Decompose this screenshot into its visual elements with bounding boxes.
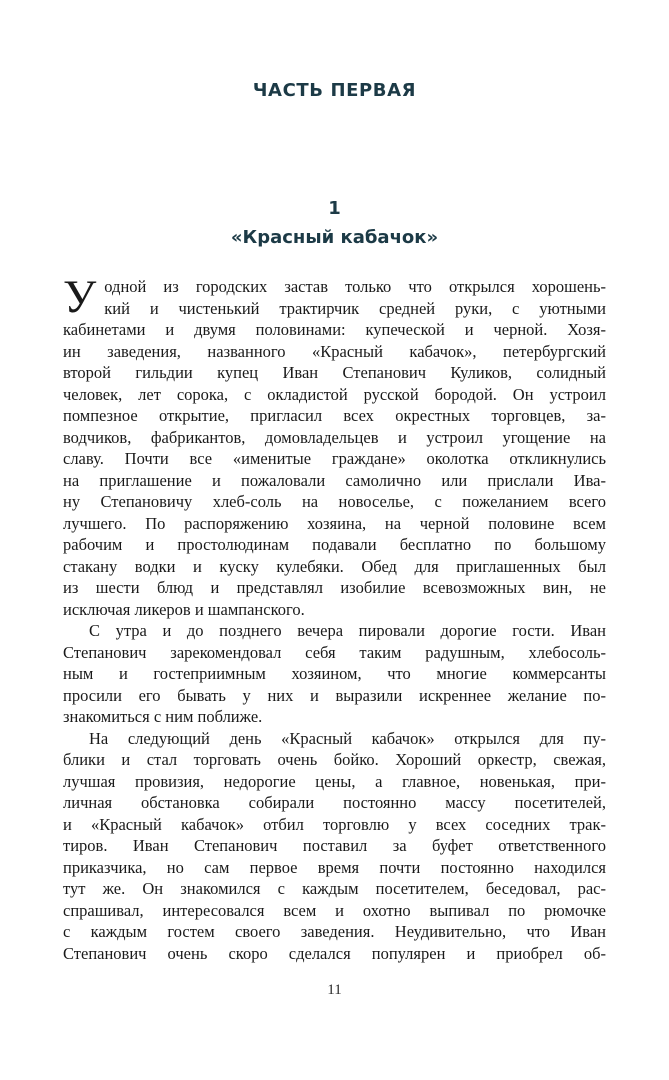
body-text	[63, 271, 606, 964]
text-line: помпезное открытие, пригласил всех окрестных торговцев, за-	[63, 406, 606, 425]
paragraph	[63, 271, 606, 620]
text-line: спрашивал, интересовался всем и охотно выпивал по рюмочке	[63, 900, 606, 920]
text-line: ин заведения, названного «Красный кабачок», петербургский	[63, 341, 606, 361]
text-line: тиров. Иван Степанович поставил за буфет ответственного	[63, 836, 606, 855]
text-line: лучшего. По распоряжению хозяина, на черной половине всем	[63, 513, 606, 533]
text-line: рабочим и простолюдинам подавали бесплатно по большому	[63, 535, 606, 554]
paragraph	[63, 620, 606, 728]
text-line: Степанович очень скоро сделался популярен и приобрел об-	[63, 943, 606, 963]
text-line: С утра и до позднего вечера пировали дорогие гости. Иван	[89, 621, 606, 640]
text-line: из шести блюд и представлял изобилие всевозможных вин, не	[63, 578, 606, 597]
text-line: блики и стал торговать очень бойко. Хороший оркестр, свежая,	[63, 750, 606, 769]
text-line: и «Красный кабачок» отбил торговлю у всех соседних трак-	[63, 814, 606, 834]
text-line: с каждым гостем своего заведения. Неудивительно, что Иван	[63, 922, 606, 941]
text-line: кабинетами и двумя половинами: купеческой и черной. Хозя-	[63, 320, 606, 339]
text-line: кий и чистенький трактирчик средней руки, с уютными	[104, 298, 606, 318]
paragraph	[63, 728, 606, 965]
text-line: ным и гостеприимным хозяином, что многие коммерсанты	[63, 664, 606, 683]
text-line: ну Степановичу хлеб-соль на новоселье, с пожеланием всего	[63, 492, 606, 511]
text-line: просили его бывать у них и выразили искреннее желание по-	[63, 685, 606, 705]
text-line: на приглашение и пожаловали самолично или прислали Ива-	[63, 470, 606, 490]
text-line: личная обстановка собирали постоянно массу посетителей,	[63, 793, 606, 812]
text-line: одной из городских застав только что открылся хорошень-	[104, 277, 606, 296]
text-line: Степанович зарекомендовал себя таким радушным, хлебосоль-	[63, 642, 606, 662]
text-line: тут же. Он знакомился с каждым посетителем, беседовал, рас-	[63, 879, 606, 898]
text-line: славу. Почти все «именитые граждане» околотка откликнулись	[63, 449, 606, 468]
text-line: приказчика, но сам первое время почти постоянно находился	[63, 857, 606, 877]
chapter-number: 1	[328, 198, 341, 219]
page-number: 11	[327, 982, 342, 998]
chapter-title: «Красный кабачок»	[230, 227, 439, 248]
drop-cap: У	[63, 271, 97, 323]
text-line: лучшая провизия, недорогие цены, а главное, новенькая, при-	[63, 771, 606, 791]
part-heading: ЧАСТЬ ПЕРВАЯ	[252, 80, 417, 101]
text-line: исключая ликеров и шампанского.	[63, 599, 305, 619]
text-line: На следующий день «Красный кабачок» открылся для пу-	[89, 728, 606, 748]
text-line: человек, лет сорока, с окладистой русской бородой. Он устроил	[63, 384, 606, 404]
text-line: стакану водки и куску кулебяки. Обед для приглашенных был	[63, 556, 606, 576]
text-line: второй гильдии купец Иван Степанович Куликов, солидный	[63, 363, 606, 382]
text-line: знакомиться с ним поближе.	[63, 707, 263, 726]
text-line: водчиков, фабрикантов, домовладельцев и устроил угощение на	[63, 427, 606, 447]
